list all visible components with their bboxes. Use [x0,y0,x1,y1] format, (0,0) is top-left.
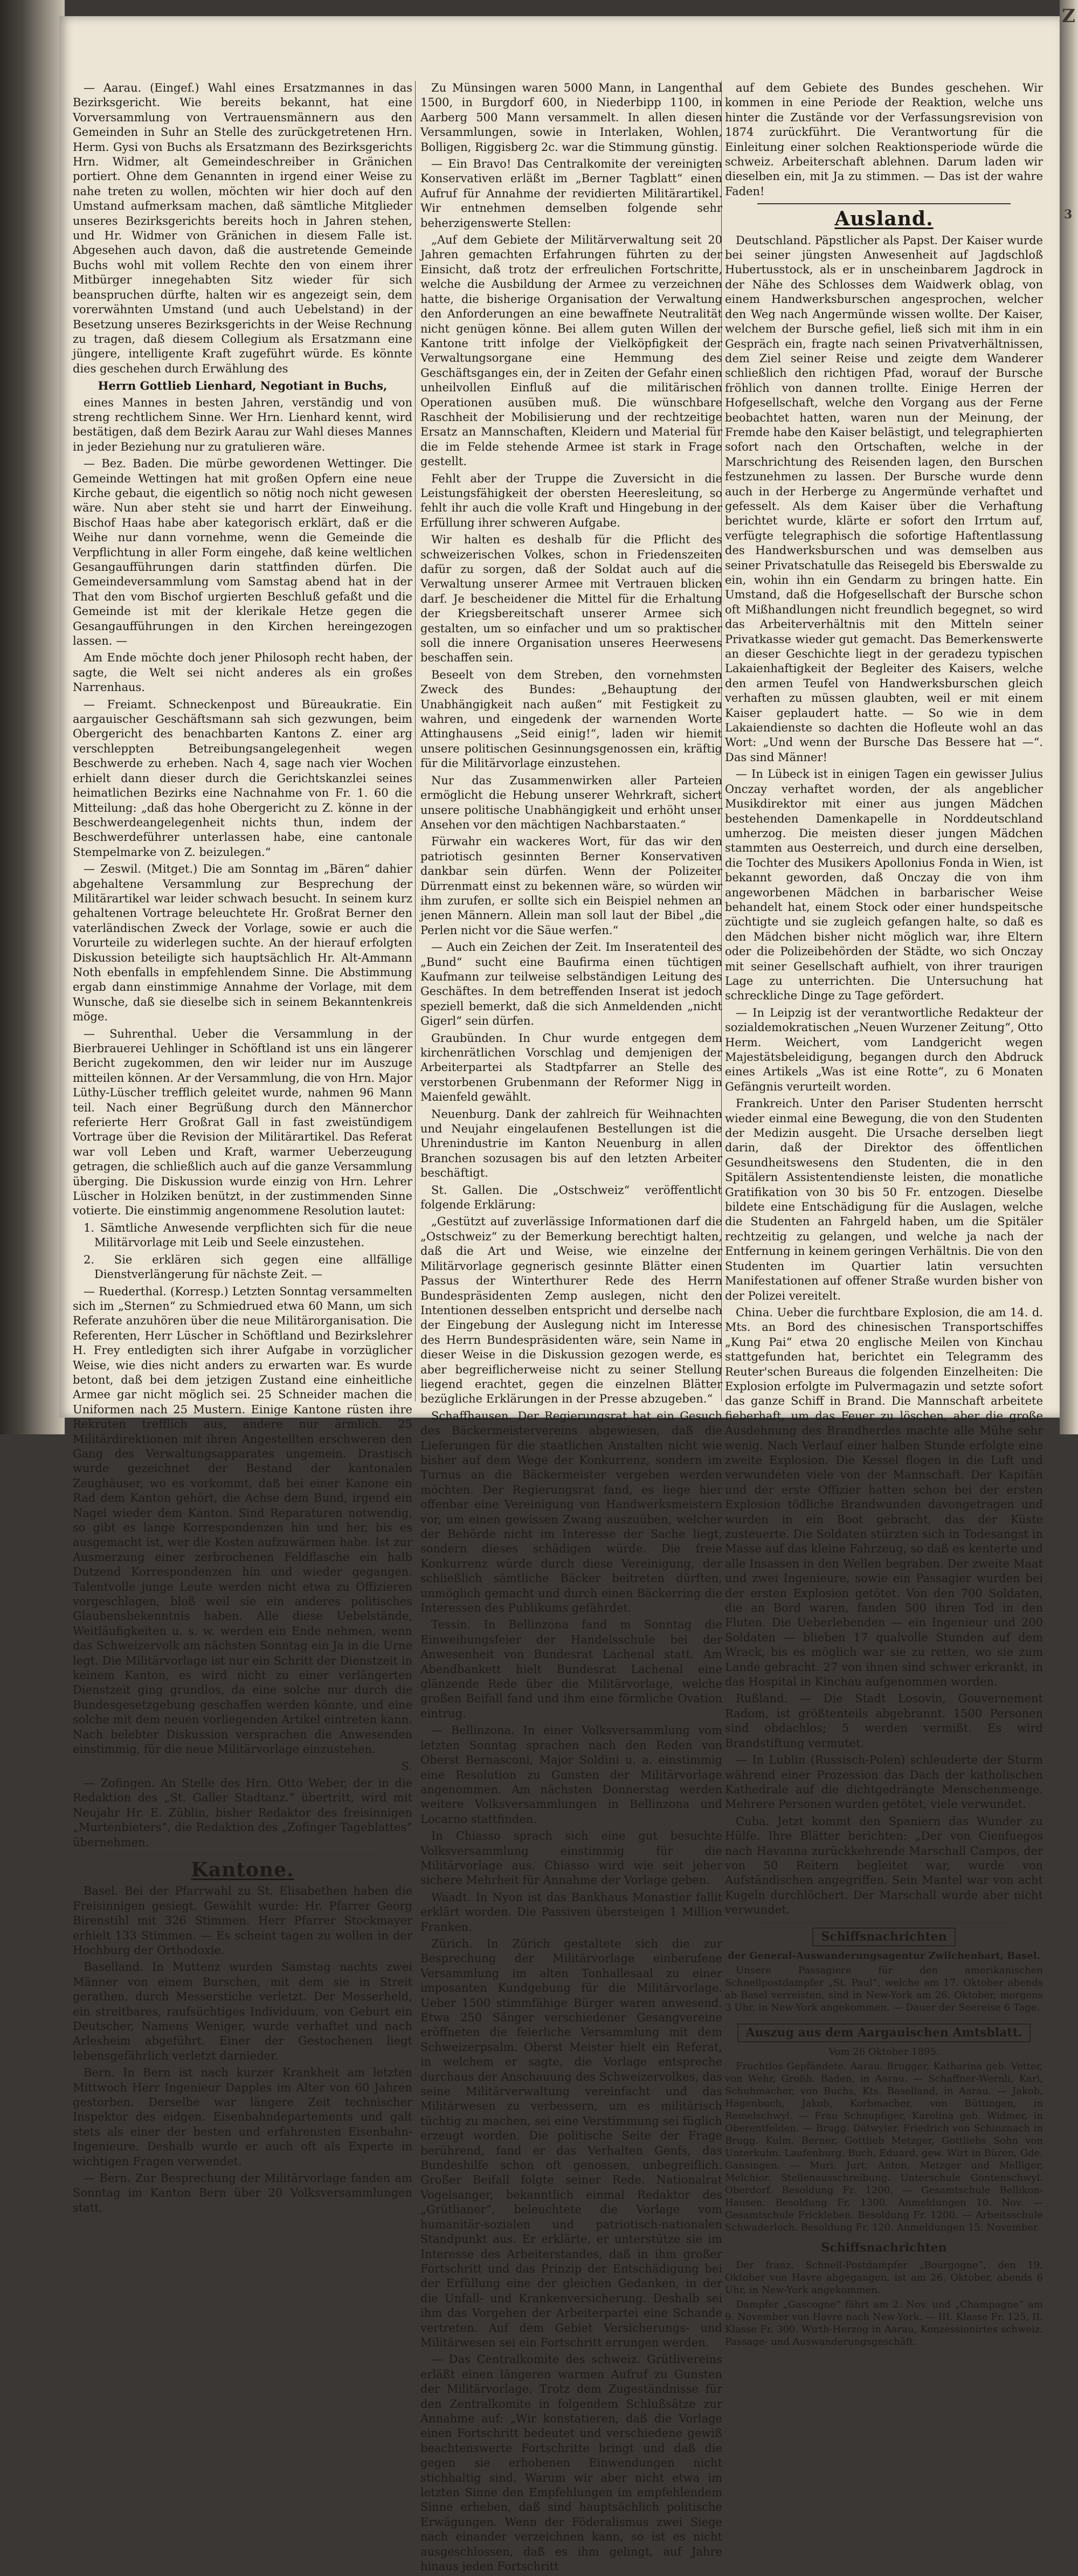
shipping-news-text-2: Der franz. Schnell-Postdampfer „Bourgogne“, den 19. Oktober von Havre abgegangen, ist am 26. Oktober, abends 6 Uhr, in New-York angekommen. [725,2259,1043,2296]
quote-paragraph: „Auf dem Gebiete der Militärverwaltung seit 20 Jahren gemachten Erfahrungen führten zu der Einsicht, daß trotz der erfreulichen Fortschritte, welche die Ausbildung der Armee zu verzeichnen hatte, die bisherige Organisation der Verwaltung den Anforderungen an eine bewaffnete Neutralität nicht genügen könne. Bei allem guten Willen der Kantone tritt infolge der Vielköpfigkeit der Verwaltungsorgane eine Hemmung des Geschäftsganges ein, der in Zeiten der Gefahr einen unheilvollen Einfluß auf die militärischen Operationen ausüben muß. Die wünschbare Raschheit der Mobilisierung und der rechtzeitige Ersatz an Mannschaften, Kleidern und Material für die im Felde stehende Armee ist stark in Frage gestellt. [420,233,722,468]
resolution-item: 1. Sämtliche Anwesende verpflichten sich für die neue Militärvorlage mit Leib und Seele einzustehen. [84,1221,412,1249]
shipping-news-title-2: Schiffsnachrichten [821,2241,947,2255]
binding-gutter [0,0,65,1434]
signature: S. [401,1759,412,1773]
article-bravo: — Ein Bravo! Das Centralkomite der vereinigten Konservativen erläßt im „Berner Tagblatt“ einen Aufruf für Annahme der revidierten Militärartikel. Wir entnehmen demselben folgende sehr beherzigenswerte Stellen: [420,157,722,230]
article-neuenburg: Neuenburg. Dank der zahlreich für Weihnachten und Neujahr eingelaufenen Bestellungen ist die Uhrenindustrie im Kanton Neuenburg in allen Branchen sozusagen bis auf den letzten Arbeiter beschäftigt. [420,1107,722,1180]
article-lublin: — In Lublin (Russisch-Polen) schleuderte der Sturm während einer Prozession das Dach der katholischen Kathedrale auf die dichtgedrängte Menschenmenge. Mehrere Personen wurden getötet, viele verwundet. [725,1753,1043,1811]
article-tessin: Tessin. In Bellinzona fand m Sonntag die Einweihungsfeier der Handelsschule bei der Anwesenheit von Bundesrat Lachenal statt. Am Abendbankett hielt Bundesrat Lachenal eine glänzende Rede über die Militärvorlage, welche großen Beifall fand und ihm eine förmliche Ovation eintrug. [420,1618,722,1720]
shipping-news-text-3: Dampfer „Gascogne“ fährt am 2. Nov. und „Champagne“ am 9. November von Havre nach New-York. — III. Klasse Fr. 125, II. Klasse Fr. 300. Wirth-Herzog in Aarau, Konzessionirtes schweiz. Passage- und Auswanderungsgeschäft. [725,2298,1043,2347]
article-aarau: — Aarau. (Eingef.) Wahl eines Ersatzmannes in das Bezirksgericht. Wie bereits bekannt, hat eine Vorversammlung von Vertrauensmännern aus den Gemeinden in Suhr an Stelle des zurückgetretenen Hrn. Herm. Gysi von Buchs als Ersatzmann des Bezirksgerichts Hrn. Widmer, alt Gemeindeschreiber in Gränichen portiert. Ohne dem Genannten in irgend einer Weise zu nahe treten zu wollen, möchten wir hier doch auf den Umstand aufmerksam machen, daß sämtliche Mitglieder unseres Bezirksgerichts bereits hoch in Jahren stehen, und Hr. Widmer von Gränichen in diesem Falle ist. Abgesehen auch davon, daß die austretende Gemeinde Buchs wohl mit vollem Rechte den von einem ihrer Mitbürger innegehabten Sitz wieder für sich beanspruchen dürfte, halten wir es angezeigt sein, dem vorerwähnten Umstand (und auch Uebelstand) in der Besetzung unseres Bezirksgerichts in der Weise Rechnung zu tragen, daß diesem Collegium als Ersatzmann eine jüngere, intelligente Kraft zugeführt würde. Es könnte dies geschehen durch Erwählung des [73,81,412,375]
divider [757,1922,1011,1923]
article-gruetli: — Das Centralkomite des schweiz. Grütlivereins erläßt einen längeren warmen Aufruf zu Gunsten der Militärvorlage. Trotz dem Zugeständnisse für den Zentralkomite in folgendem Schlußsätze zur Annahme auf: „Wir konstatieren, daß die Vorlage einen Fortschritt bedeutet und verschiedene gewiß beachtenswerte Fortschritte bringt und daß die gegen sie erhobenen Einwendungen nicht stichhaltig sind. Warum wir aber nicht etwa im letzten Sinne den Empfehlungen im empfehlendem Sinne erheben, daß sind hauptsächlich politische Erwägungen. Wenn der Föderalismus zwei Siege nach einander verzeichnen kann, so ist es nicht ausgeschlossen, daß es ihm gelingt, auf Jahre hinaus jeden Fortschritt [420,2353,722,2573]
article-leipzig: — In Leipzig ist der verantwortliche Redakteur der sozialdemokratischen „Neuen Wurzener Zeitung“, Otto Herm. Weichert, vom Landgericht wegen Majestätsbeleidigung, begangen durch den Abdruck eines Artikels „Was ist eine Rotte“, zu 6 Monaten Gefängnis verurteilt worden. [725,1006,1043,1093]
divider [105,1854,380,1855]
shipping-news-agency: der General-Auswanderungsagentur Zwilchenbart, Basel. [728,1950,1040,1962]
article-graubuenden: Graubünden. In Chur wurde entgegen dem kirchenrätlichen Vorschlag und demjenigen der Arbeiterpartei als Stadtpfarrer an Stelle des verstorbenen Grubenmann der Reformer Nigg in Maienfeld gewählt. [420,1031,722,1104]
column-2 [420,81,722,2576]
article-baselland: Baselland. In Muttenz wurden Samstag nachts zwei Männer von einem Burschen, mit dem sie in Streit gerathen, durch Messerstiche verletzt. Der Messerheld, ein streitbares, raufsüchtiges Individuum, von Geburt ein Deutscher, Namens Weniger, wurde verhaftet und nach Arlesheim abgeführt. Einer der Gestochenen liegt lebensgefährlich verletzt darnieder. [73,1960,412,2062]
article-ruederthal: — Ruederthal. (Korresp.) Letzten Sonntag versammelten sich im „Sternen“ zu Schmiedrued etwa 60 Mann, um sich Referate anzuhören über die neue Militärorganisation. Die Referenten, Herr Lüscher in Schöftland und Bezirkslehrer H. Frey entledigten sich ihrer Aufgabe in vorzüglicher Weise, wie dies nicht anders zu erwarten war. Es wurde betont, daß bei dem jetzigen Zustand eine einheitliche Armee gar nicht möglich sei. 25 Schneider machen die Uniformen nach 25 Mustern. Einige Kantone rüsten ihre Rekruten trefflich aus, andere nur ärmlich. 25 Militärdirektionen mit ihren Angestellten erschweren den Gang des Verwaltungsapparates ungemein. Drastisch wurde gezeichnet der Bestand der kantonalen Zeughäuser, wo es vorkommt, daß bei einer Kanone ein Rad dem Kanton gehört, die Achse dem Bund, irgend ein Nagel wieder dem Kanton. Sind Reparaturen notwendig, so gibt es lange Korrespondenzen hin und her, bis es ausgemacht ist, wer die Kosten aufzuwärmen habe. Ist zur Ausmerzung einer zerbrochenen Feldflasche ein halb Dutzend Korrespondenzen hin und wieder gegangen. Talentvolle junge Leute werden nicht etwa zu Offizieren vorgeschlagen, bloß weil sie ein anderes politisches Glaubensbekenntnis haben. Alle diese Uebelstände, Weitläufigkeiten u. s. w. werden ein Ende nehmen, wenn das Schweizervolk am nächsten Sonntag ein Ja in die Urne legt. Die Militärvorlage ist nur ein Schritt der Dienstzeit in keinem Kanton, es wird nicht zu einer verlängerten Dienstzeit ging grundlos, da eine solche nur durch die Bundesgesetzgebung geschaffen werden könnte, und eine solche mit dem neuen vorliegenden Artikel eintreten kann. Nach belebter Diskussion versprachen die Anwesenden einstimmig, für die neue Militärvorlage einzustehen. [73,1284,412,1756]
quote-paragraph: Beseelt von dem Streben, den vornehmsten Zweck des Bundes: „Behauptung der Unabhängigkeit nach außen“ mit Festigkeit zu wahren, und eingedenk der warnenden Worte Attinghausens „Seid einig!“, laden wir hiemit unsere politischen Gesinnungsgenossen ein, kräftig für die Militärvorlage einzustehen. [420,668,722,770]
section-heading-kantone: Kantone. [191,1858,294,1881]
column-3 [725,81,1043,2350]
article-aarau-cont: eines Mannes in besten Jahren, verständig und von streng rechtlichem Sinne. Wer Hrn. Lienhard kennt, wird bestätigen, daß dem Bezirk Aarau zur Wahl dieses Mannes in jeder Beziehung nur zu gratulieren wäre. [73,396,412,453]
article-bern-2: — Bern. Zur Besprechung der Militärvorlage fanden am Sonntag im Kanton Bern über 20 Volksversammlungen statt. [73,2172,412,2214]
column-1 [73,81,412,2218]
article-basel: Basel. Bei der Pfarrwahl zu St. Elisabethen haben die Freisinnigen gesiegt. Gewählt wurde: Hr. Pfarrer Georg Birenstihl mit 326 Stimmen. Herr Pfarrer Stockmayer erhielt 133 Stimmen. — Es scheint tagen zu wollen in der Hochburg der Orthodoxie. [73,1884,412,1957]
edge-glyph: Z [1062,5,1075,27]
article-zeichen: — Auch ein Zeichen der Zeit. Im Inseratenteil des „Bund“ sucht eine Baufirma einen tüchtigen Kaufmann zur teilweise selbständigen Leitung des Geschäftes. In dem betreffenden Inserat ist jedoch speziell bemerkt, daß die sich Anmeldenden „nicht Gigerl“ sein dürfen. [420,941,722,1028]
divider [757,203,1011,204]
article-deutschland: Deutschland. Päpstlicher als Papst. Der Kaiser wurde bei seiner jüngsten Anwesenheit auf Jagdschloß Hubertusstock, als er in unscheinbarem Jagdrock in der Nähe des Schlosses dem Waidwerk oblag, von einem Handwerksburschen angesprochen, welcher den Weg nach Angermünde wissen wollte. Der Kaiser, welchem der Bursche gefiel, ließ sich mit ihm in ein Gespräch ein, fragte nach seinen Privatverhältnissen, dem Ziel seiner Reise und zeigte dem Wanderer schließlich den richtigen Pfad, worauf der Bursche fröhlich von dannen trollte. Einige Herren der Hofgesellschaft, welche den Vorgang aus der Ferne beobachtet hatten, waren nun der Meinung, der Fremde habe den Kaiser belästigt, und telegraphierten sofort nach den Ortschaften, welche in der Marschrichtung des Reisenden lagen, den Burschen festzunehmen zu lassen. Der Bursche wurde denn auch in der Herberge zu Angermünde verhaftet und gefesselt. Als dem Kaiser über die Verhaftung berichtet wurde, klärte er sofort den Irrtum auf, verfügte telegraphisch die sofortige Haftentlassung des Handwerksburschen und was demselben aus seiner Privatschatulle das Reisegeld bis Eberswalde zu ein, wohin ihn ein Gendarm zu bringen hatte. Ein Umstand, daß die Hofgesellschaft der Bursche schon oft Mißhandlungen nicht freundlich begegnet, so wird das Arbeiterverhältnis mit den Mitteln seiner Privatkasse wieder gut gemacht. Das Bemerkenswerte an dieser Geschichte liegt in der geradezu typischen Lakaienhaftigkeit der Begleiter des Kaisers, welche den armen Teufel von Handwerksburschen gleich verhaften zu müssen glaubten, weil er mit einem Kaiser geplaudert hatte. — So wie in dem Lakaiendienste so dachten die Hofleute wohl an das Wort: „Und wenn der Bursche Das Bessere hat —“. Das sind Männer! [725,233,1043,764]
article-gruetli-cont: auf dem Gebiete des Bundes geschehen. Wir kommen in eine Periode der Reaktion, welche uns hinter die Zustände vor der Verfassungsrevision von 1874 zurückführt. Die Verantwortung für die Einleitung einer solchen Reaktionsperiode würde die schweiz. Arbeiterschaft ablehnen. Darum laden wir dieselben ein, mit Ja zu stimmen. — Das ist der wahre Faden! [725,81,1043,198]
article-bellinzona: — Bellinzona. In einer Volksversammlung vom letzten Sonntag sprachen nach den Reden von Oberst Bernasconi, Major Soldini u. a. einstimmig eine Resolution zu Gunsten der Militärvorlage angenommen. Am nächsten Donnerstag werden weitere Volksversammlungen in Bellinzona und Locarno stattfinden. [420,1724,722,1826]
candidate-name: Herrn Gottlieb Lienhard, Negotiant in Buchs, [98,379,388,393]
article-chiasso: In Chiasso sprach sich eine gut besuchte Volksversammlung einstimmig für die Militärvorlage aus. Chiasso wird wie seit jeher sichere Mehrheit für Annahme der Vorlage geben. [420,1829,722,1887]
article-freiamt: — Freiamt. Schneckenpost und Büreaukratie. Ein aargauischer Geschäftsmann sah sich gezwungen, beim Obergericht des benachbarten Kantons Z. einer arg verschleppten Betreibungsangelegenheit wegen Beschwerde zu erheben. Nach 4, sage nach vier Wochen erhielt dann dieser durch die Gerichtskanzlei seines heimatlichen Bezirks eine Nachnahme von Fr. 1. 60 die Mitteilung: „daß das hohe Obergericht zu Z. könne in der Beschwerdeangelegenheit nichts thun, indem der Beschwerdeführer unterlassen habe, eine cantonale Stempelmarke von Z. beizulegen.“ [73,697,412,859]
divider [757,2018,1011,2019]
edge-glyph: 3 [1064,208,1073,222]
quote-paragraph: Wir halten es deshalb für die Pflicht des schweizerischen Volkes, schon in Friedenszeiten dafür zu sorgen, daß der Soldat auch auf die Verwaltung unserer Armee mit Vertrauen blicken darf. Je bescheidener die Mittel für die Erhaltung der Kriegsbereitschaft unserer Armee sich gestalten, um so einfacher und um so praktischer soll die innere Organisation unseres Heerwesens beschaffen sein. [420,533,722,665]
article-zuerich: Zürich. In Zürich gestaltete sich die zur Besprechung der Militärvorlage einberufene Versammlung im alten Tonhallesaal zu einer imposanten Kundgebung für die Militärvorlage. Ueber 1500 stimmfähige Bürger waren anwesend. Etwa 250 Sänger verschiedener Gesangvereine eröffneten die feierliche Versammlung mit dem Schweizerpsalm. Oberst Meister hielt ein Referat, in welchem er sagte, die Vorlage entspreche durchaus der Anschauung des Schweizervolkes, das seine Militärverwaltung vereinfacht und das Militärwesen zu verbessern, um es militärisch tüchtig zu machen, sei eine Verstimmung sei füglich erzeugt worden. Die politische Seite der Frage berührend, fand er das Verhalten Genfs, das Bundeshilfe schon oft genossen, unbegreiflich. Großer Beifall folgte seiner Rede. Nationalrat Vogelsanger, bekanntlich einmal Redaktor des „Grütlianer“, beleuchtete die Vorlage vom humanitär-sozialen und patriotisch-nationalen Standpunkt aus. Er erklärte, er unterstütze sie im Interesse des Arbeiterstandes, daß in ihm großer Fortschritt und das Prinzip der Entschädigung bei der Erfüllung eine der gleichen Gedanken, in der die Unfall- und Krankenversicherung. Deshalb sei ihm das Vorgehen der Arbeiterpartei eine Schande vertreten. Auf dem Gebiet Versicherungs- und Militärwesen sei ein Fortschritt errungen werden. [420,1937,722,2349]
quote-paragraph: Nur das Zusammenwirken aller Parteien ermöglicht die Hebung unserer Wehrkraft, sichert unsere politische Unabhängigkeit und erhöht unser Ansehen vor den mächtigen Nachbarstaaten.“ [420,774,722,831]
article-stgallen: St. Gallen. Die „Ostschweiz“ veröffentlicht folgende Erklärung: [420,1183,722,1212]
amtsblatt-date: Vom 26 Oktober 1895. [828,2046,939,2058]
article-comment: Fürwahr ein wackeres Wort, für das wir den patriotisch gesinnten Berner Konservativen dankbar sein dürfen. Wenn der Polizeiter Dürrenmatt einst zu bekennen wäre, so würden wir ihm zurufen, er sollte sich ein Beispiel nehmen an jenen Männern. Allein man soll laut der Bibel „die Perlen nicht vor die Säue werfen.“ [420,835,722,937]
article-bern: Bern. In Bern ist nach kurzer Krankheit am letzten Mittwoch Herr Ingenieur Dapples im Alter von 60 Jahren gestorben. Derselbe war längere Zeit technischer Inspektor des eidgen. Eisenbahndepartements und galt stets als einer der besten und erfahrensten Eisenbahn-Ingenieure. Deshalb wurde er auch oft als Experte in wichtigen Fragen verwendet. [73,2066,412,2168]
quote-paragraph: Fehlt aber der Truppe die Zuversicht in die Leistungsfähigkeit der obersten Heeresleitung, so fehlt ihr auch die volle Kraft und Hingebung in der Erfüllung ihrer schweren Aufgabe. [420,472,722,529]
article-suhrenthal: — Suhrenthal. Ueber die Versammlung in der Bierbrauerei Uehlinger in Schöftland ist uns ein längerer Bericht zugekommen, den wir leider nur im Auszuge mitteilen können. Ar der Versammlung, die von Hrn. Major Lüthy-Lüscher trefflich geleitet wurde, nahmen 96 Mann teil. Nach einer Begrüßung durch den Männerchor referierte Herr Großrat Gall in fast zweistündigem Vortrage über die Revision der Militärartikel. Das Referat war voll Leben und Kraft, warmer Ueberzeugung getragen, die schließlich auch auf die ganze Versammlung überging. Die Diskussion wurde einzig von Hrn. Lehrer Lüscher in Holziken benützt, in der zustimmenden Sinne votierte. Die einstimmig angenommene Resolution lautet: [73,1027,412,1218]
article-luebeck: — In Lübeck ist in einigen Tagen ein gewisser Julius Onczay verhaftet worden, der als angeblicher Musikdirektor mit einer aus jungen Mädchen bestehenden Damenkapelle in Norddeutschland umherzog. Die meisten dieser jungen Mädchen stammten aus Oesterreich, und durch eine derselben, die Tochter des Musikers Apollonius Fonda in Wien, ist bekannt geworden, daß Onczay die von ihm angeworbenen Mädchen in barbarischer Weise behandelt hat, einem Stock oder einer hundspeitsche züchtigte und sie zugleich gefangen halte, so daß es den Mädchen bisher nicht möglich war, ihre Eltern oder die Polizeibehörden der Städte, wo sich Onczay mit seiner Gesellschaft aufhielt, von ihrer traurigen Lage zu unterrichten. Die Untersuchung hat schreckliche Dinge zu Tage gefördert. [725,768,1043,1003]
article-zeswil: — Zeswil. (Mitget.) Die am Sonntag im „Bären“ dahier abgehaltene Versammlung zur Besprechung der Militärartikel war leider schwach besucht. In seinem kurz gehaltenen Vortrage beleuchtete Hr. Großrat Berner den vaterländischen Zweck der Vorlage, sowie er auch die Vorurteile zu widerlegen suchte. An der hierauf erfolgten Diskussion beteiligte sich hauptsächlich Hr. Alt-Ammann Noth ebenfalls in empfehlendem Sinne. Die Abstimmung ergab dann einstimmige Annahme der Vorlage, mit dem Wunsche, daß sie dieselbe sich in seinem Bekanntenkreis möge. [73,862,412,1024]
article-baden-cont: Am Ende möchte doch jener Philosoph recht haben, der sagte, die Welt sei nicht anderes als ein großes Narrenhaus. [73,651,412,694]
article-waadt: Waadt. In Nyon ist das Bankhaus Monastier fallit erklärt worden. Die Passiven übersteigen 1 Million Franken. [420,1890,722,1933]
section-heading-ausland: Ausland. [834,208,934,231]
article-china: China. Ueber die furchtbare Explosion, die am 14. d. Mts. an Bord des chinesischen Transportschiffes „Kung Pai“ etwa 20 englische Meilen von Kinchau stattgefunden hat, berichtet ein Telegramm des Reuter'schen Bureaus die folgenden Einzelheiten: Die Explosion erfolgte im Pulvermagazin und setzte sofort das ganze Schiff in Brand. Die Mannschaft arbeitete fieberhaft, um das Feuer zu löschen, aber die große Ausdehnung des Brandherdes machte alle Mühe sehr wenig. Nach Verlauf einer halben Stunde erfolgte eine zweite Explosion. Die Kessel flogen in die Luft und verwundeten viele von der Mannschaft. Der Kapitän und der erste Offizier hatten schon bei der ersten Explosion tödliche Brandwunden davongetragen und wurden in ein Boot gebracht, das der Küste zusteuerte. Die Soldaten stürzten sich in Todesangst in Masse auf das kleine Fahrzeug, so daß es kenterte und alle Insassen in den Wellen begraben. Der zweite Maat und zwei Ingenieure, sowie ein Passagier wurden bei der ersten Explosion getötet. Von den 700 Soldaten, die an Bord waren, fanden 500 ihren Tod in den Fluten. Die Ueberlebenden — ein Ingenieur und 200 Soldaten — blieben 17 qualvolle Stunden auf dem Wrack, bis es möglich war sie zu retten, wo sie zum Lande gebracht. 27 von ihnen sind schwer erkrankt, in das Hospital in Kinchau aufgenommen worden. [725,1306,1043,1689]
resolution-item: 2. Sie erklären sich gegen eine allfällige Dienstverlängerung für nächste Zeit. — [84,1253,412,1281]
quote-paragraph: „Gestützt auf zuverlässige Informationen darf die „Ostschweiz“ zu der Bemerkung berechtigt halten, daß die Art und Weise, wie einzelne der Militärvorlage gegnerisch gesinnte Blätter einen Passus der Winterthurer Rede des Herrn Bundespräsidenten Zemp auslegen, nicht den Intentionen desselben entspricht und derselbe nach der Eingebung der Auslegung nicht im Interesse des Herrn Bundespräsidenten wäre, sein Name in dieser Weise in die Diskussion gezogen werde, es aber begreiflicherweise nicht zu seiner Stellung liegend erachtet, gegen die einzelnen Blätter bezügliche Erklärungen in der Presse abzugeben.“ [420,1215,722,1406]
article-zofingen: — Zofingen. An Stelle des Hrn. Otto Weber, der in die Redaktion des „St. Galler Stadtanz.“ übertritt, wird mit Neujahr Hr. E. Züblin, bisher Redaktor des freisinnigen „Murtenbieters“, die Redaktion des „Zofinger Tageblattes“ übernehmen. [73,1776,412,1849]
next-page-edge [1060,0,1078,1434]
shipping-news-title: Schiffsnachrichten [725,1928,1043,1946]
amtsblatt-text: Fruchtlos Gepfändete. Aarau. Brugger, Katharina geb. Vetter, von Wehr, Großh. Baden, in Aarau. — Schaffner-Wernli, Karl, Schuhmacher, von Buchs, Kts. Baselland, in Aarau. — Jakob, Hagenbuch, Jakob, Korbmacher, von Büttingen, in Remelschwyl. — Frau Schnupfiger, Karolina geb. Widmer, in Oberentfelden. — Brugg. Dätwyler, Friedrich von Schinznach in Brugg. Kulm. Berner, Gottlieb Metzger, Gottliebs Sohn von Unterkulm. Laufenburg. Buch, Eduard, gew. Wirt in Büren, Gde. Gansingen. — Muri. Jurt, Anton, Metzger und Melliger, Melchior. Stellenausschreibung. Unterschule Gontenschwyl. Oberdorf. Besoldung Fr. 1200. — Gesamtschule Bellikon-Hausen. Besoldung Fr. 1300. Anmeldungen 10. Nov. — Gesamtschule Frickleben. Besoldung Fr. 1200. — Arbeitsschule Schwaderloch. Besoldung Fr. 120. Anmeldungen 15. November. [725,2061,1043,2234]
article-russland: Rußland. — Die Stadt Losovin, Gouvernement Radom, ist größtenteils abgebrannt. 1500 Personen sind obdachlos; 5 werden vermißt. Es wird Brandstiftung vermutet. [725,1692,1043,1750]
column-rule [415,81,416,1401]
article-baden: — Bez. Baden. Die mürbe gewordenen Wettinger. Die Gemeinde Wettingen hat mit großen Opfern eine neue Kirche gebaut, die eigentlich so nötig noch nicht gewesen wäre. Nun aber steht sie und harrt der Einweihung. Bischof Haas habe aber kategorisch erklärt, daß er die Weihe nur dann vornehme, wenn die Gemeinde die Verpflichtung in aller Form eingehe, daß keine weltlichen Gesangaufführungen darin stattfinden dürfen. Die Gemeindeversammlung vom Samstag abend hat in der That den vom Bischof urgierten Beschluß gefaßt und die Gemeinde ist mit der klerikale Hetze gegen die Gesangaufführungen in den Kirchen hereingezogen lassen. — [73,457,412,648]
article-cuba: Cuba. Jetzt kommt den Spaniern das Wunder zu Hülfe. Ihre Blätter berichten: „Der von Cienfuegos nach Havanna zurückkehrende Marschall Campos, der von 50 Reitern begleitet war, wurde von Aufständischen angegriffen. Sein Mantel war von acht Kugeln durchlöchert. Der Marschall wurde aber nicht verwundet. [725,1814,1043,1917]
article-schaffhausen: Schaffhausen. Der Regierungsrat hat ein Gesuch des Bäckermeistervereins abgewiesen, daß die Lieferungen für die staatlichen Anstalten nicht wie bisher auf dem Wege der Konkurrenz, sondern im Turnus an die Bäckermeister vergeben werden möchten. Der Regierungsrat fand, es liege hier offenbar eine Vereinigung von Handwerksmeistern vor, um einen gewissen Zwang auszuüben, welcher der Behörde nicht im Interesse der Sache liegt, sondern dieses schädigen würde. Die freie Konkurrenz würde durch diese Vereinigung, der schließlich sämtliche Bäcker beitreten dürften, unmöglich gemacht und durch einen Bäckerring die Interessen des Publikums gefährdet. [420,1409,722,1615]
amtsblatt-title: Auszug aus dem Aargauischen Amtsblatt. [725,2023,1043,2042]
article-frankreich: Frankreich. Unter den Pariser Studenten herrscht wieder einmal eine Bewegung, die von den Studenten der Medizin ausgeht. Die Ursache derselben liegt darin, daß der Direktor des öffentlichen Gesundheitswesens den Studenten, die in den Spitälern Assistentendienste leisten, die monatliche Gratifikation von 30 bis 50 Fr. entzogen. Dieselbe bildete eine Entschädigung für die Auslagen, welche die Studenten an Fahrgeld haben, um die Spitäler rechtzeitig zu gelangen, und welche ja nach der Entfernung in keinem geringen Verhältnis. Die von den Studenten im Quartier latin versuchten Manifestationen auf offener Straße wurden bisher von der Polizei vereitelt. [725,1097,1043,1302]
shipping-news-text: Unsere Passagiere für den amerikanischen Schnellpostdampfer „St. Paul“, welche am 17. Oktober abends ab Basel verreisten, sind in New-York am 26. Oktober, morgens 3 Uhr, in New-York angekommen. — Dauer der Seereise 6 Tage. [725,1964,1043,2013]
article-bern-cont: Zu Münsingen waren 5000 Mann, in Langenthal 1500, in Burgdorf 600, in Niederbipp 1100, in Aarberg 500 Mann versammelt. In allen diesen Versammlungen, sowie in Interlaken, Wohlen, Bolligen, Riggisberg 2c. war die Stimmung günstig. [420,81,722,154]
